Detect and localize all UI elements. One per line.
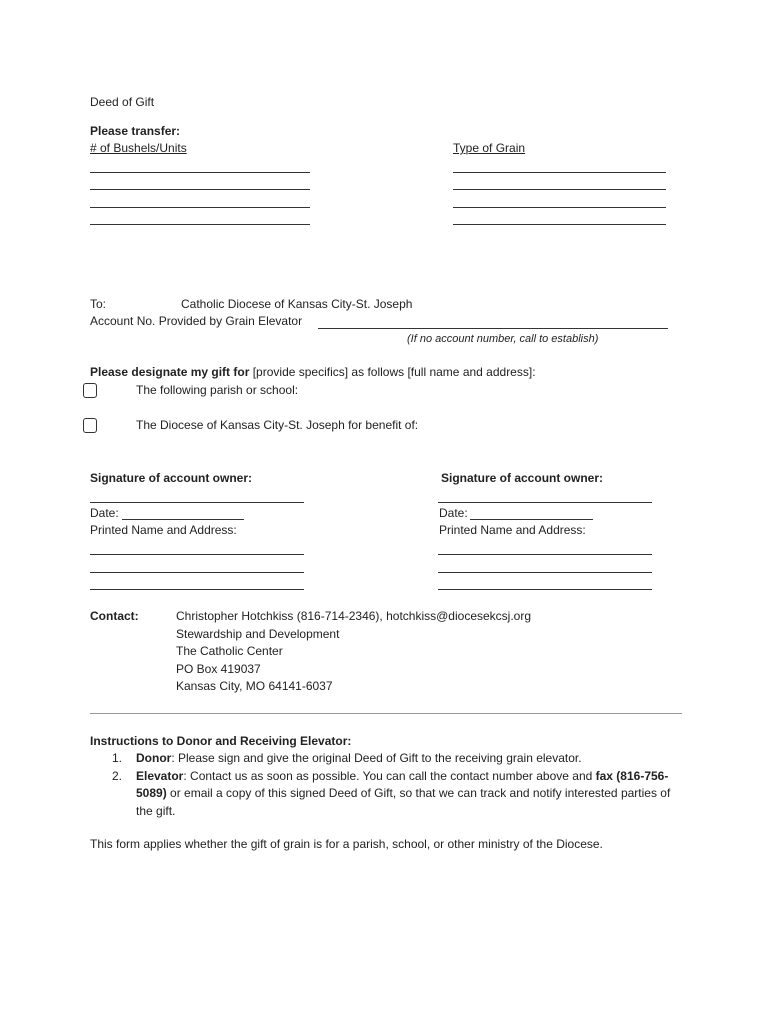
instruction-number: 1. [112, 751, 123, 765]
instructions-heading: Instructions to Donor and Receiving Elevator: [90, 734, 352, 748]
bushels-line[interactable] [90, 224, 310, 225]
contact-line: Stewardship and Development [176, 627, 340, 641]
printed-name-line[interactable] [438, 589, 652, 590]
printed-name-label: Printed Name and Address: [439, 523, 586, 537]
instruction-text: or email a copy of this signed Deed of Gift, so that we can track and notify interested parties of the gift. [136, 786, 671, 818]
transfer-heading: Please transfer: [90, 124, 181, 138]
account-number-label: Account No. Provided by Grain Elevator [90, 314, 303, 328]
instruction-lead: Donor [136, 751, 172, 765]
bushels-line[interactable] [90, 189, 310, 190]
section-divider [90, 713, 682, 714]
instruction-item [90, 750, 680, 768]
bushels-line[interactable] [90, 207, 310, 208]
printed-name-line[interactable] [438, 572, 652, 573]
date-line[interactable] [470, 519, 593, 520]
designation-heading-bold: Please designate my gift for [90, 365, 250, 379]
footer-note: This form applies whether the gift of grain is for a parish, school, or other ministry of the Diocese. [90, 837, 603, 851]
document-title: Deed of Gift [90, 95, 155, 109]
date-line[interactable] [122, 519, 244, 520]
instructions-list [90, 750, 680, 820]
contact-line: Christopher Hotchkiss (816-714-2346), hotchkiss@diocesekcsj.org [176, 609, 532, 623]
designation-heading [90, 365, 536, 380]
instruction-item [90, 768, 680, 821]
grain-type-line[interactable] [453, 207, 666, 208]
contact-line: PO Box 419037 [176, 662, 261, 676]
contact-label: Contact: [90, 609, 139, 623]
date-label: Date: [439, 506, 468, 520]
recipient-name: Catholic Diocese of Kansas City-St. Joseph [181, 297, 413, 311]
instruction-text: : Please sign and give the original Deed of Gift to the receiving grain elevator. [171, 751, 582, 765]
parish-school-option-label: The following parish or school: [136, 383, 299, 397]
signature-line[interactable] [90, 502, 304, 503]
instruction-number: 2. [112, 768, 123, 783]
grain-type-line[interactable] [453, 172, 666, 173]
bushels-line[interactable] [90, 172, 310, 173]
signature-owner-label: Signature of account owner: [90, 471, 253, 485]
printed-name-line[interactable] [438, 554, 652, 555]
date-label: Date: [90, 506, 119, 520]
grain-type-line[interactable] [453, 189, 666, 190]
grain-column-header: Type of Grain [453, 141, 526, 155]
fax-number: fax (816-756-5089) [136, 768, 669, 800]
contact-line: Kansas City, MO 64141-6037 [176, 679, 333, 693]
signature-line[interactable] [438, 502, 652, 503]
instruction-lead: Elevator [136, 768, 184, 783]
diocese-checkbox[interactable] [83, 418, 97, 433]
instruction-text: : Contact us as soon as possible. You can call the contact number above and [183, 768, 596, 783]
designation-heading-rest: [provide specifics] as follows [full name and address]: [249, 365, 536, 379]
grain-type-line[interactable] [453, 224, 666, 225]
account-number-line[interactable] [318, 328, 668, 329]
printed-name-line[interactable] [90, 589, 304, 590]
printed-name-line[interactable] [90, 572, 304, 573]
bushels-column-header: # of Bushels/Units [90, 141, 187, 155]
parish-school-checkbox[interactable] [83, 383, 97, 398]
contact-line: The Catholic Center [176, 644, 283, 658]
diocese-option-label: The Diocese of Kansas City-St. Joseph for benefit of: [136, 418, 419, 432]
account-number-note: (If no account number, call to establish) [407, 333, 599, 345]
printed-name-line[interactable] [90, 554, 304, 555]
printed-name-label: Printed Name and Address: [90, 523, 237, 537]
signature-owner-label: Signature of account owner: [441, 471, 604, 485]
to-label: To: [90, 297, 107, 311]
